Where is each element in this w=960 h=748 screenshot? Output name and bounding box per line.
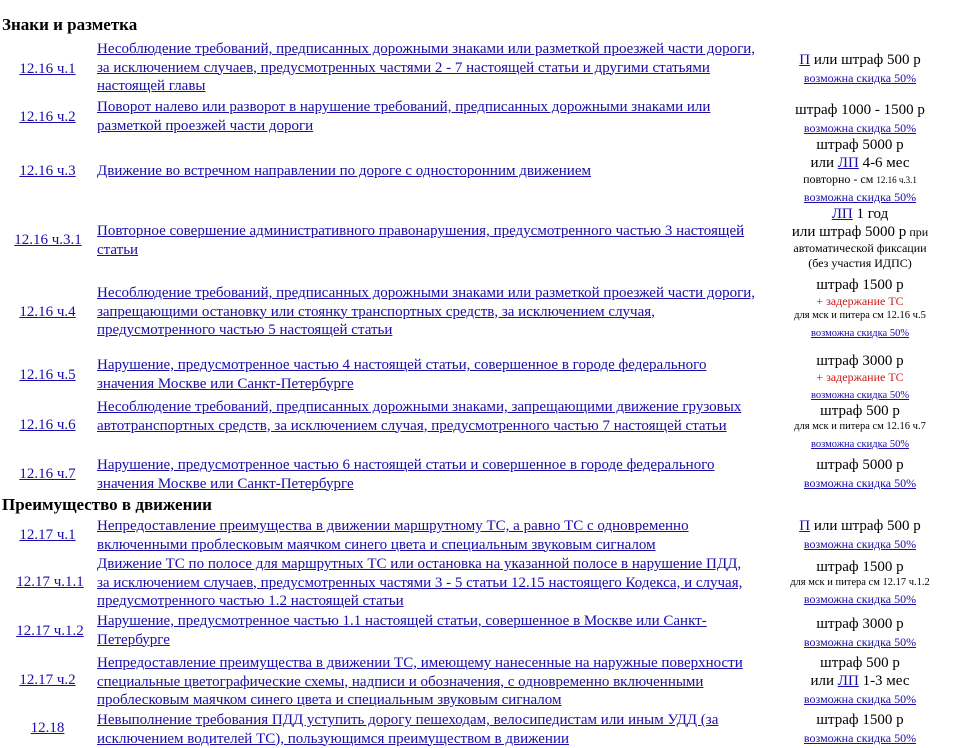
article-link[interactable]: 12.17 ч.2 <box>19 672 76 688</box>
discount-link[interactable]: возможна скидка 50% <box>803 731 917 745</box>
penalty-text: или штраф 500 р <box>810 52 921 68</box>
violation-description-link[interactable]: Нарушение, предусмотренное частью 4 настоящей статьи, совершенное в городе федерального значения Москве или Санкт-Петербурге <box>97 357 707 392</box>
violation-description-link[interactable]: Нарушение, предусмотренное частью 1.1 настоящей статьи, совершенное в Москве или Санкт-Петербурге <box>97 613 707 648</box>
license-deprivation-link[interactable]: ЛП <box>831 206 853 222</box>
discount-link[interactable]: возможна скидка 50% <box>803 121 917 135</box>
violation-description-link[interactable]: Непредоставление преимущества в движении ТС, имеющему нанесенные на наружные поверхности специальные цветографические схемы, надписи и обозначения, с одновременно включенными проблесковым маячком синего цвета и специальным звуковым сигналом <box>97 655 743 708</box>
penalty-note: автоматической фиксации <box>793 241 927 255</box>
article-link[interactable]: 12.16 ч.1 <box>19 61 76 77</box>
penalty-cell <box>760 402 960 452</box>
penalty-cell <box>760 456 960 492</box>
penalty-text: штраф 5000 р <box>816 137 904 153</box>
discount-link[interactable]: возможна скидка 50% <box>803 537 917 551</box>
license-deprivation-link[interactable]: ЛП <box>837 673 859 689</box>
violation-description-link[interactable]: Непредоставление преимущества в движении маршрутному ТС, а равно ТС с одновременно включенными проблесковым маячком синего цвета и специальным звуковым сигналом <box>97 518 689 553</box>
article-link[interactable]: 12.16 ч.4 <box>19 304 76 320</box>
article-link[interactable]: 12.17 ч.1.2 <box>16 623 84 639</box>
penalty-text: или <box>810 673 838 689</box>
penalty-link[interactable]: П <box>799 518 811 534</box>
penalty-cell <box>760 101 960 137</box>
penalty-text: или <box>810 155 838 171</box>
penalty-text: 1 год <box>852 206 889 222</box>
city-note: для мск и питера см 12.16 ч.5 <box>794 310 926 321</box>
penalty-cell <box>760 517 960 553</box>
penalty-cell <box>760 711 960 747</box>
discount-link[interactable]: возможна скидка 50% <box>803 635 917 649</box>
penalty-link[interactable]: П <box>799 52 811 68</box>
penalty-text: штраф 1500 р <box>816 277 904 293</box>
penalty-text: 4-6 мес <box>858 155 910 171</box>
violation-description-link[interactable]: Нарушение, предусмотренное частью 6 настоящей статьи и совершенное в городе федерального значения Москве или Санкт-Петербурге <box>97 457 715 492</box>
penalty-text: или штраф 5000 р <box>791 224 907 240</box>
article-link[interactable]: 12.17 ч.1.1 <box>16 574 84 590</box>
repeat-ref: 12.16 ч.3.1 <box>876 175 917 185</box>
penalty-text: штраф 1500 р <box>816 712 904 728</box>
discount-link[interactable]: возможна скидка 50% <box>810 390 910 401</box>
penalty-cell <box>760 205 960 271</box>
penalty-cell <box>760 136 960 206</box>
penalty-cell <box>760 615 960 651</box>
violation-description-link[interactable]: Несоблюдение требований, предписанных дорожными знаками, запрещающими движение грузовых автотранспортных средств, за исключением случая, предусмотренного частью 7 настоящей статьи <box>97 399 742 434</box>
section-title-signs: Знаки и разметка <box>2 15 138 34</box>
penalty-text: штраф 5000 р <box>816 457 904 473</box>
article-link[interactable]: 12.16 ч.3 <box>19 163 76 179</box>
article-link[interactable]: 12.16 ч.2 <box>19 109 76 125</box>
section-title-priority: Преимущество в движении <box>2 495 212 514</box>
violation-description-link[interactable]: Невыполнение требования ПДД уступить дорогу пешеходам, велосипедистам или иным УДД (за исключением водителей ТС), пользующимся преимуществом в движении <box>97 712 719 747</box>
article-link[interactable]: 12.16 ч.3.1 <box>14 232 82 248</box>
license-deprivation-link[interactable]: ЛП <box>837 155 859 171</box>
discount-link[interactable]: возможна скидка 50% <box>810 328 910 339</box>
penalty-note: при <box>906 225 929 239</box>
violation-description-link[interactable]: Движение во встречном направлении по дороге с односторонним движением <box>97 163 591 179</box>
penalty-text: штраф 1000 - 1500 р <box>795 102 925 118</box>
penalty-text: или штраф 500 р <box>810 518 921 534</box>
penalty-cell <box>760 276 960 341</box>
discount-link[interactable]: возможна скидка 50% <box>803 592 917 606</box>
article-link[interactable]: 12.16 ч.7 <box>19 466 76 482</box>
violation-description-link[interactable]: Несоблюдение требований, предписанных дорожными знаками или разметкой проезжей части дороги, за исключением случаев, предусмотренных частями 2 - 7 настоящей статьи и другими статьями настоящей главы <box>97 41 755 94</box>
discount-link[interactable]: возможна скидка 50% <box>803 190 917 204</box>
penalty-text: штраф 1500 р <box>816 559 904 575</box>
penalty-text: 1-3 мес <box>858 673 910 689</box>
penalty-cell <box>760 51 960 87</box>
penalty-cell <box>760 352 960 403</box>
impound-note: + задержание ТС <box>816 294 904 308</box>
penalty-text: штраф 3000 р <box>816 353 904 369</box>
penalty-text: штраф 3000 р <box>816 616 904 632</box>
violation-description-link[interactable]: Несоблюдение требований, предписанных дорожными знаками или разметкой проезжей части дороги, запрещающими остановку или стоянку транспортных средств, за исключением случая, предусмотренного частью 5 настоящей статьи <box>97 285 755 338</box>
discount-link[interactable]: возможна скидка 50% <box>803 692 917 706</box>
repeat-note: повторно - см <box>803 172 877 186</box>
violation-description-link[interactable]: Поворот налево или разворот в нарушение требований, предписанных дорожными знаками или разметкой проезжей части дороги <box>97 99 711 134</box>
article-link[interactable]: 12.17 ч.1 <box>19 527 76 543</box>
discount-link[interactable]: возможна скидка 50% <box>803 476 917 490</box>
discount-link[interactable]: возможна скидка 50% <box>803 71 917 85</box>
city-note: для мск и питера см 12.17 ч.1.2 <box>790 577 930 588</box>
penalty-text: штраф 500 р <box>820 403 900 419</box>
penalty-text: штраф 500 р <box>820 655 900 671</box>
penalty-note: (без участия ИДПС) <box>808 256 912 270</box>
article-link[interactable]: 12.16 ч.6 <box>19 417 76 433</box>
penalty-cell <box>760 558 960 608</box>
violation-description-link[interactable]: Движение ТС по полосе для маршрутных ТС или остановка на указанной полосе в нарушение ПДД, за исключением случаев, предусмотренных частями 3 - 5 статьи 12.15 настоящего Кодекса, и случая, предусмотренного частью 1.2 настоящей статьи <box>97 556 743 609</box>
violation-description-link[interactable]: Повторное совершение административного правонарушения, предусмотренного частью 3 настоящей статьи <box>97 223 745 258</box>
article-link[interactable]: 12.18 <box>30 720 65 736</box>
discount-link[interactable]: возможна скидка 50% <box>810 439 910 450</box>
impound-note: + задержание ТС <box>816 370 904 384</box>
penalty-cell <box>760 654 960 708</box>
article-link[interactable]: 12.16 ч.5 <box>19 367 76 383</box>
city-note: для мск и питера см 12.16 ч.7 <box>794 421 926 432</box>
